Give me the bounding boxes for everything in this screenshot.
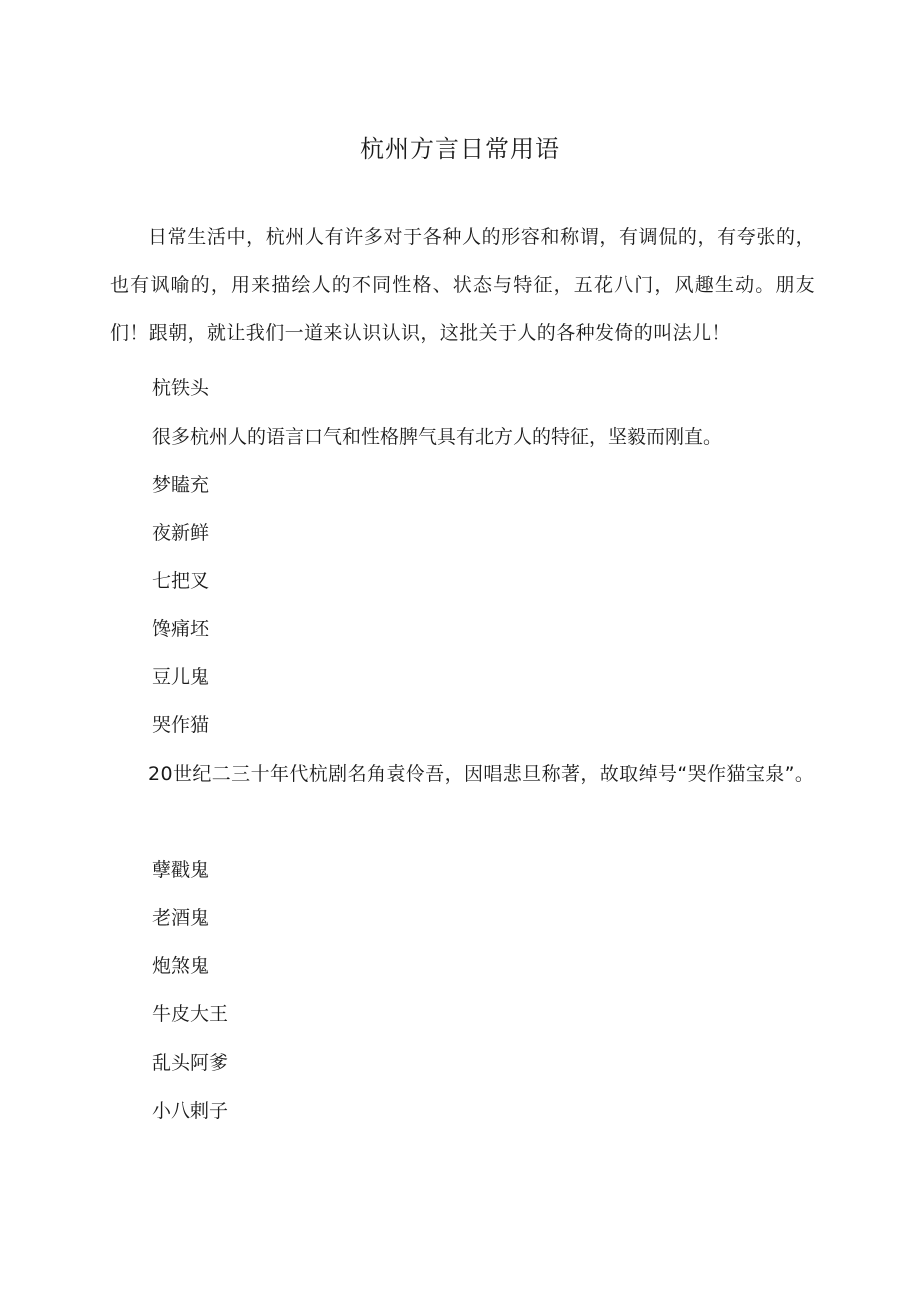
term-item: 孽戳鬼: [152, 859, 210, 881]
term-item: 七把叉: [152, 570, 210, 592]
term-item: 豆儿鬼: [152, 666, 210, 688]
term-item: 炮煞鬼: [152, 955, 210, 977]
term-item: 小八剌子: [152, 1100, 229, 1122]
term-item: 乱头阿爹: [152, 1052, 229, 1074]
term-item: 老酒鬼: [152, 907, 210, 929]
term-item: 哭作猫: [152, 714, 210, 736]
term-item: 夜新鲜: [152, 522, 210, 544]
term-description: 20世纪二三十年代杭剧名角袁伶吾，因唱悲旦称著，故取绰号“哭作猫宝泉”。: [148, 763, 815, 785]
term-item: 馋痛坯: [152, 618, 210, 640]
term-item: 牛皮大王: [152, 1003, 229, 1025]
term-hang-tie-tou: 杭铁头: [152, 377, 210, 399]
term-item: 梦瞌充: [152, 474, 210, 496]
term-description: 很多杭州人的语言口气和性格脾气具有北方人的特征，坚毅而刚直。: [152, 426, 723, 448]
intro-paragraph: 日常生活中，杭州人有许多对于各种人的形容和称谓，有调侃的，有夸张的，也有讽喻的，用来描绘人的不同性格、状态与特征，五花八门，风趣生动。朋友们！跟朝，就让我们一道来认识认识，这批关于人的各种发倚的叫法儿！: [110, 226, 815, 344]
page-title: 杭州方言日常用语: [360, 135, 560, 163]
